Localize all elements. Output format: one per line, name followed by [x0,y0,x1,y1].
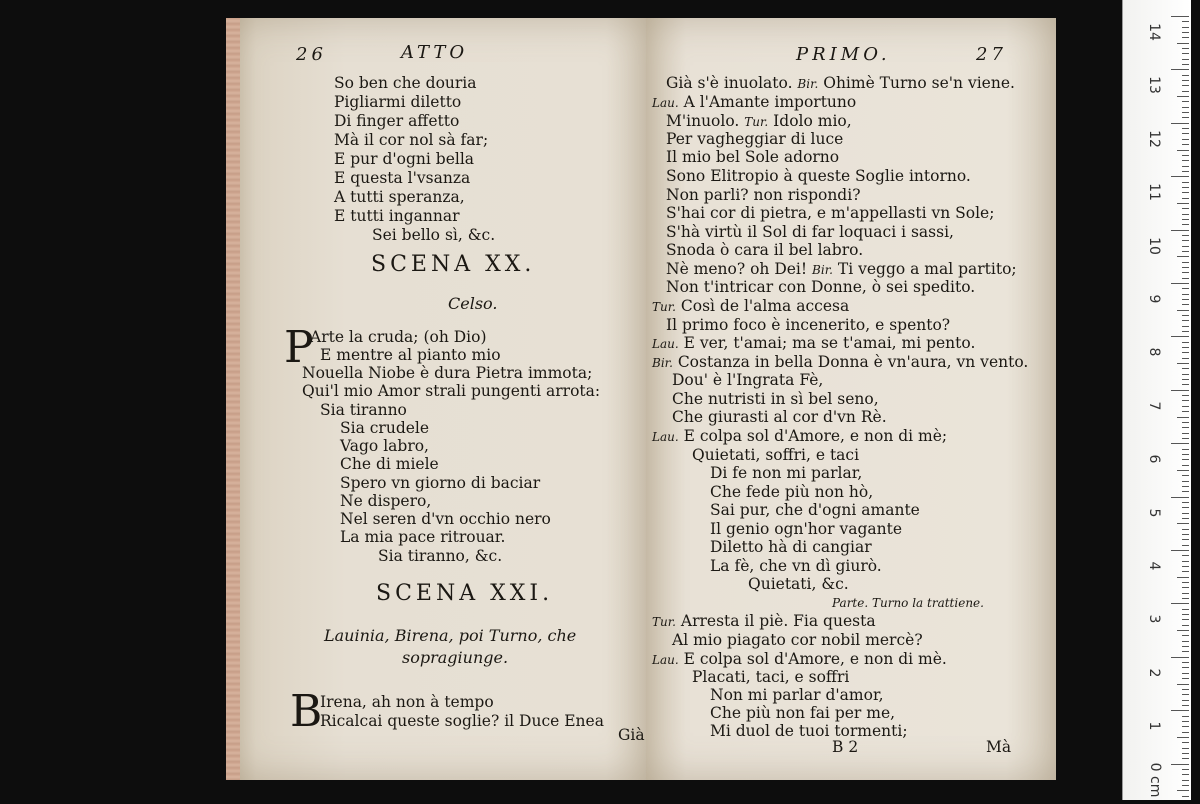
ruler-tick [1182,774,1189,775]
ruler-tick [1177,417,1189,418]
verse-line: E mentre al pianto mio [320,346,501,364]
ruler-tick [1182,374,1189,375]
ruler-tick [1182,240,1189,241]
ruler-tick [1182,37,1189,38]
ruler-tick [1171,443,1189,444]
verse-text: Di fe non mi parlar, [710,464,863,482]
ruler-tick [1182,486,1189,487]
ruler-tick [1182,342,1189,343]
verse-text: E ver, t'amai; ma se t'amai, mi pento. [678,334,976,352]
ruler-tick [1182,785,1189,786]
verse-text: Quietati, soffri, e taci [692,446,860,464]
speaker-tag: Tur. [744,115,769,129]
verse-text: Arresta il piè. Fia questa [675,612,876,630]
ruler-tick [1182,187,1189,188]
ruler-tick [1182,619,1189,620]
signature-mark: B 2 [832,738,859,756]
verse-text: S'hai cor di pietra, e m'appellasti vn Sole; [666,204,995,222]
ruler-tick [1177,684,1189,685]
character-list: Lauinia, Birena, poi Turno, che [324,626,577,645]
ruler-tick [1182,85,1189,86]
ruler-tick [1182,539,1189,540]
ruler-tick [1182,465,1189,466]
verse-line: La mia pace ritrouar. [340,528,506,546]
open-book [226,18,1056,780]
ruler-tick [1171,176,1189,177]
ruler-tick [1182,64,1189,65]
ruler-tick [1182,48,1189,49]
verse-line: Sia tiranno, &c. [378,547,503,565]
ruler-tick [1177,96,1189,97]
verse-line [672,371,823,389]
verse-line [832,594,984,612]
scene-heading: SCENA XXI. [376,581,554,606]
ruler-tick [1177,523,1189,524]
ruler-tick [1182,331,1189,332]
verse-line [672,408,887,426]
verse-text: Per vagheggiar di luce [666,130,844,148]
ruler-tick [1182,571,1189,572]
ruler-tick [1182,315,1189,316]
verse-line [692,668,849,686]
speaker-tag: Tur. [652,300,676,314]
ruler-tick [1182,753,1189,754]
ruler-number: 12 [1146,129,1162,148]
ruler-tick [1182,198,1189,199]
ruler-tick [1182,112,1189,113]
ruler-tick [1182,422,1189,423]
ruler-tick [1182,117,1189,118]
verse-text: E colpa sol d'Amore, e non di mè; [678,427,948,445]
verse-line [710,483,873,501]
verse-line [666,167,971,185]
ruler-tick [1182,368,1189,369]
verse-line: Mà il cor nol sà far; [334,131,489,149]
ruler-tick [1182,32,1189,33]
ruler-tick [1182,384,1189,385]
verse-line: Che di miele [340,455,439,473]
verse-line: Nouella Niobe è dura Pietra immota; [302,364,593,382]
running-head: PRIMO. [796,44,891,65]
verse-line [666,112,852,131]
verse-text: Non parli? non rispondi? [666,186,861,204]
ruler-number: 6 [1146,454,1162,464]
verse-line [666,130,843,148]
speaker-tag: Lau. [652,96,679,110]
ruler-tick [1182,700,1189,701]
verse-text: La fè, che vn dì giurò. [710,557,882,575]
ruler-tick [1182,689,1189,690]
ruler-tick [1182,748,1189,749]
verse-text: S'hà virtù il Sol di far loquaci i sassi, [666,223,954,241]
character-list: sopragiunge. [402,648,509,667]
ruler-tick [1182,758,1189,759]
verse-line [652,612,876,631]
ruler-tick [1171,764,1189,765]
ruler-tick [1182,294,1189,295]
ruler-tick [1177,470,1189,471]
ruler-tick [1182,555,1189,556]
ruler-tick [1182,449,1189,450]
ruler-tick [1182,433,1189,434]
ruler-tick [1182,651,1189,652]
ruler-number: 2 [1146,668,1162,678]
ruler-tick [1171,603,1189,604]
ruler-tick [1182,716,1189,717]
ruler-tick [1182,625,1189,626]
ruler-tick [1182,566,1189,567]
verse-line [666,204,994,222]
verse-line: Ricalcai queste soglie? il Duce Enea [320,712,604,730]
verse-text: Mi duol de tuoi tormenti; [710,722,908,740]
ruler-tick [1182,59,1189,60]
ruler-tick [1182,246,1189,247]
ruler-tick [1182,288,1189,289]
verse-text: M'inuolo. [666,112,745,130]
verse-line: Spero vn giorno di baciar [340,474,541,492]
ruler-tick [1182,705,1189,706]
ruler-tick [1171,16,1189,17]
ruler-tick [1171,657,1189,658]
ruler-tick [1182,673,1189,674]
ruler-tick [1182,545,1189,546]
ruler-tick [1182,614,1189,615]
ruler-number: 4 [1146,561,1162,571]
ruler-tick [1182,272,1189,273]
ruler-tick [1182,182,1189,183]
verse-line [710,538,872,556]
ruler-tick [1182,598,1189,599]
ruler-tick [1182,192,1189,193]
verse-line [666,278,975,296]
verse-line: A tutti speranza, [334,188,465,206]
verse-line [710,722,908,740]
ruler-tick [1177,363,1189,364]
ruler-tick [1182,646,1189,647]
speaker-tag: Bir. [812,263,833,277]
ruler-number: 8 [1146,347,1162,357]
verse-text: Non t'intricar con Donne, ò sei spedito. [666,278,976,296]
ruler-number: 5 [1146,508,1162,518]
verse-text: A l'Amante importuno [678,93,857,111]
ruler-tick [1182,53,1189,54]
ruler-tick [1182,299,1189,300]
ruler-tick [1182,796,1189,797]
ruler-tick [1182,742,1189,743]
speaker-tag: Bir. [797,77,819,91]
verse-line: E tutti ingannar [334,207,460,225]
ruler-number: 11 [1146,183,1162,202]
ruler-tick [1182,27,1189,28]
verse-line: Ne dispero, [340,492,432,510]
ruler-tick [1182,208,1189,209]
ruler-tick [1182,155,1189,156]
ruler-tick [1177,43,1189,44]
verse-line [666,148,839,166]
ruler-tick [1182,635,1189,636]
ruler-tick [1182,166,1189,167]
speaker-tag: Lau. [652,430,679,444]
verse-line: E pur d'ogni bella [334,150,475,168]
verse-line [652,93,856,112]
verse-line [652,650,947,669]
verse-text: Il mio bel Sole adorno [666,148,840,166]
verse-text: Idolo mio, [768,112,852,130]
ruler-tick [1182,128,1189,129]
verse-text: Quietati, &c. [748,575,849,593]
ruler-number: 9 [1146,294,1162,304]
ruler-tick [1182,304,1189,305]
ruler-number: 3 [1146,614,1162,624]
ruler-tick [1182,320,1189,321]
ruler-tick [1182,21,1189,22]
page-edge [226,18,240,780]
verse-line [710,464,862,482]
ruler-tick [1182,379,1189,380]
ruler-tick [1171,69,1189,70]
speaker-tag: Tur. [652,615,676,629]
ruler-tick [1182,144,1189,145]
ruler-tick [1182,769,1189,770]
ruler-tick [1182,454,1189,455]
verse-line [666,316,950,334]
ruler-tick [1182,721,1189,722]
ruler-tick [1177,577,1189,578]
ruler-tick [1177,150,1189,151]
ruler-tick [1182,667,1189,668]
ruler-tick [1182,160,1189,161]
ruler-number: 13 [1146,76,1162,95]
verse-text: Che fede più non hò, [710,483,874,501]
ruler-tick [1182,694,1189,695]
ruler-tick [1182,251,1189,252]
verse-text: Il primo foco è incenerito, e spento? [666,316,951,334]
verse-line: Sei bello sì, &c. [372,226,496,244]
ruler-tick [1182,582,1189,583]
ruler-tick [1171,230,1189,231]
ruler-tick [1182,662,1189,663]
ruler-tick [1182,641,1189,642]
ruler-tick [1182,352,1189,353]
verse-line: Sia tiranno [320,401,407,419]
ruler-tick [1182,780,1189,781]
verse-line [710,520,902,538]
ruler-tick [1182,491,1189,492]
right-page [646,18,1056,780]
ruler-tick [1182,459,1189,460]
verse-line [748,575,849,593]
ruler-tick [1177,203,1189,204]
verse-text: Dou' è l'Ingrata Fè, [672,371,824,389]
ruler-tick [1182,507,1189,508]
ruler-tick [1171,497,1189,498]
ruler-tick [1171,550,1189,551]
ruler-number: 0 cm [1147,762,1163,797]
ruler-tick [1171,283,1189,284]
verse-text: Il genio ogn'hor vagante [710,520,902,538]
ruler-tick [1182,262,1189,263]
verse-line [710,557,882,575]
ruler-tick [1182,400,1189,401]
verse-text: Al mio piagato cor nobil mercè? [672,631,923,649]
measuring-ruler [1122,0,1191,800]
ruler-number: 7 [1146,401,1162,411]
verse-text: Che giurasti al cor d'vn Rè. [672,408,887,426]
ruler-tick [1182,529,1189,530]
verse-line [652,334,975,353]
verse-line [710,501,920,519]
verse-text: Sai pur, che d'ogni amante [710,501,920,519]
verse-line: Irena, ah non à tempo [320,693,494,711]
verse-line: Arte la cruda; (oh Dio) [310,328,487,346]
left-page [226,18,647,780]
ruler-number: 10 [1146,236,1162,255]
ruler-tick [1177,630,1189,631]
ruler-tick [1182,224,1189,225]
ruler-tick [1182,219,1189,220]
ruler-tick [1177,310,1189,311]
verse-line [672,631,923,649]
drop-cap: B [290,686,323,737]
verse-line [652,297,849,316]
ruler-tick [1182,347,1189,348]
ruler-tick [1182,395,1189,396]
verse-line: Di finger affetto [334,112,460,130]
verse-text: Già s'è inuolato. [666,74,798,92]
ruler-tick [1182,593,1189,594]
ruler-tick [1182,481,1189,482]
verse-line [692,446,859,464]
ruler-tick [1182,235,1189,236]
verse-line: Vago labro, [340,437,429,455]
verse-text: Ohimè Turno se'n viene. [818,74,1015,92]
drop-cap: P [284,322,314,373]
page-number: 26 [296,44,327,65]
ruler-tick [1182,326,1189,327]
ruler-tick [1171,123,1189,124]
ruler-tick [1182,609,1189,610]
ruler-number: 14 [1146,23,1162,41]
ruler-tick [1182,406,1189,407]
verse-line [666,74,1015,93]
ruler-tick [1182,80,1189,81]
ruler-tick [1182,358,1189,359]
verse-line: E questa l'vsanza [334,169,471,187]
scene-heading: SCENA XX. [371,252,536,277]
verse-text: E colpa sol d'Amore, e non di mè. [678,650,947,668]
ruler-tick [1182,678,1189,679]
ruler-tick [1182,101,1189,102]
verse-text: Che più non fai per me, [710,704,896,722]
ruler-tick [1182,518,1189,519]
ruler-tick [1182,587,1189,588]
ruler-tick [1182,133,1189,134]
verse-text: Diletto hà di cangiar [710,538,872,556]
verse-line: Nel seren d'vn occhio nero [340,510,551,528]
catchword: Mà [986,738,1012,756]
verse-text: Così de l'alma accesa [675,297,850,315]
ruler-tick [1182,278,1189,279]
verse-text: Placati, taci, e soffri [692,668,850,686]
verse-text: Snoda ò cara il bel labro. [666,241,864,259]
verse-line: Pigliarmi diletto [334,93,462,111]
ruler-tick [1182,171,1189,172]
verse-line [672,390,879,408]
ruler-tick [1182,438,1189,439]
speaker-tag: Bir. [652,356,673,370]
ruler-tick [1182,534,1189,535]
ruler-tick [1182,475,1189,476]
verse-line [652,353,1028,372]
verse-line [666,241,863,259]
verse-line [710,686,884,704]
ruler-tick [1182,91,1189,92]
ruler-tick [1182,139,1189,140]
ruler-tick [1182,214,1189,215]
ruler-tick [1182,107,1189,108]
verse-line: Qui'l mio Amor strali pungenti arrota: [302,382,601,400]
verse-line [666,260,1017,279]
ruler-tick [1182,502,1189,503]
verse-line [666,223,954,241]
ruler-tick [1182,513,1189,514]
speaker-tag: Lau. [652,337,679,351]
ruler-tick [1182,411,1189,412]
verse-text: Nè meno? oh Dei! [666,260,813,278]
ruler-tick [1177,790,1189,791]
ruler-tick [1182,427,1189,428]
speaker-tag: Parte. Turno la trattiene. [832,596,984,610]
character-name: Celso. [448,294,498,313]
ruler-tick [1171,710,1189,711]
verse-text: Non mi parlar d'amor, [710,686,884,704]
ruler-tick [1182,732,1189,733]
ruler-tick [1171,390,1189,391]
ruler-tick [1182,75,1189,76]
verse-text: Ti veggo a mal partito; [832,260,1017,278]
ruler-tick [1182,561,1189,562]
verse-line: So ben che douria [334,74,477,92]
ruler-tick [1177,256,1189,257]
verse-text: Sono Elitropio à queste Soglie intorno. [666,167,971,185]
verse-line [710,704,895,722]
verse-text: Costanza in bella Donna è vn'aura, vn vento. [672,353,1029,371]
ruler-tick [1177,737,1189,738]
ruler-tick [1182,726,1189,727]
verse-line [652,427,947,446]
verse-text: Che nutristi in sì bel seno, [672,390,879,408]
ruler-tick [1182,267,1189,268]
ruler-tick [1171,336,1189,337]
ruler-number: 1 [1146,721,1162,731]
verse-line [666,186,861,204]
verse-line: Sia crudele [340,419,430,437]
running-head: ATTO [401,42,469,63]
page-number: 27 [976,44,1007,65]
catchword: Già [618,726,645,744]
speaker-tag: Lau. [652,653,679,667]
